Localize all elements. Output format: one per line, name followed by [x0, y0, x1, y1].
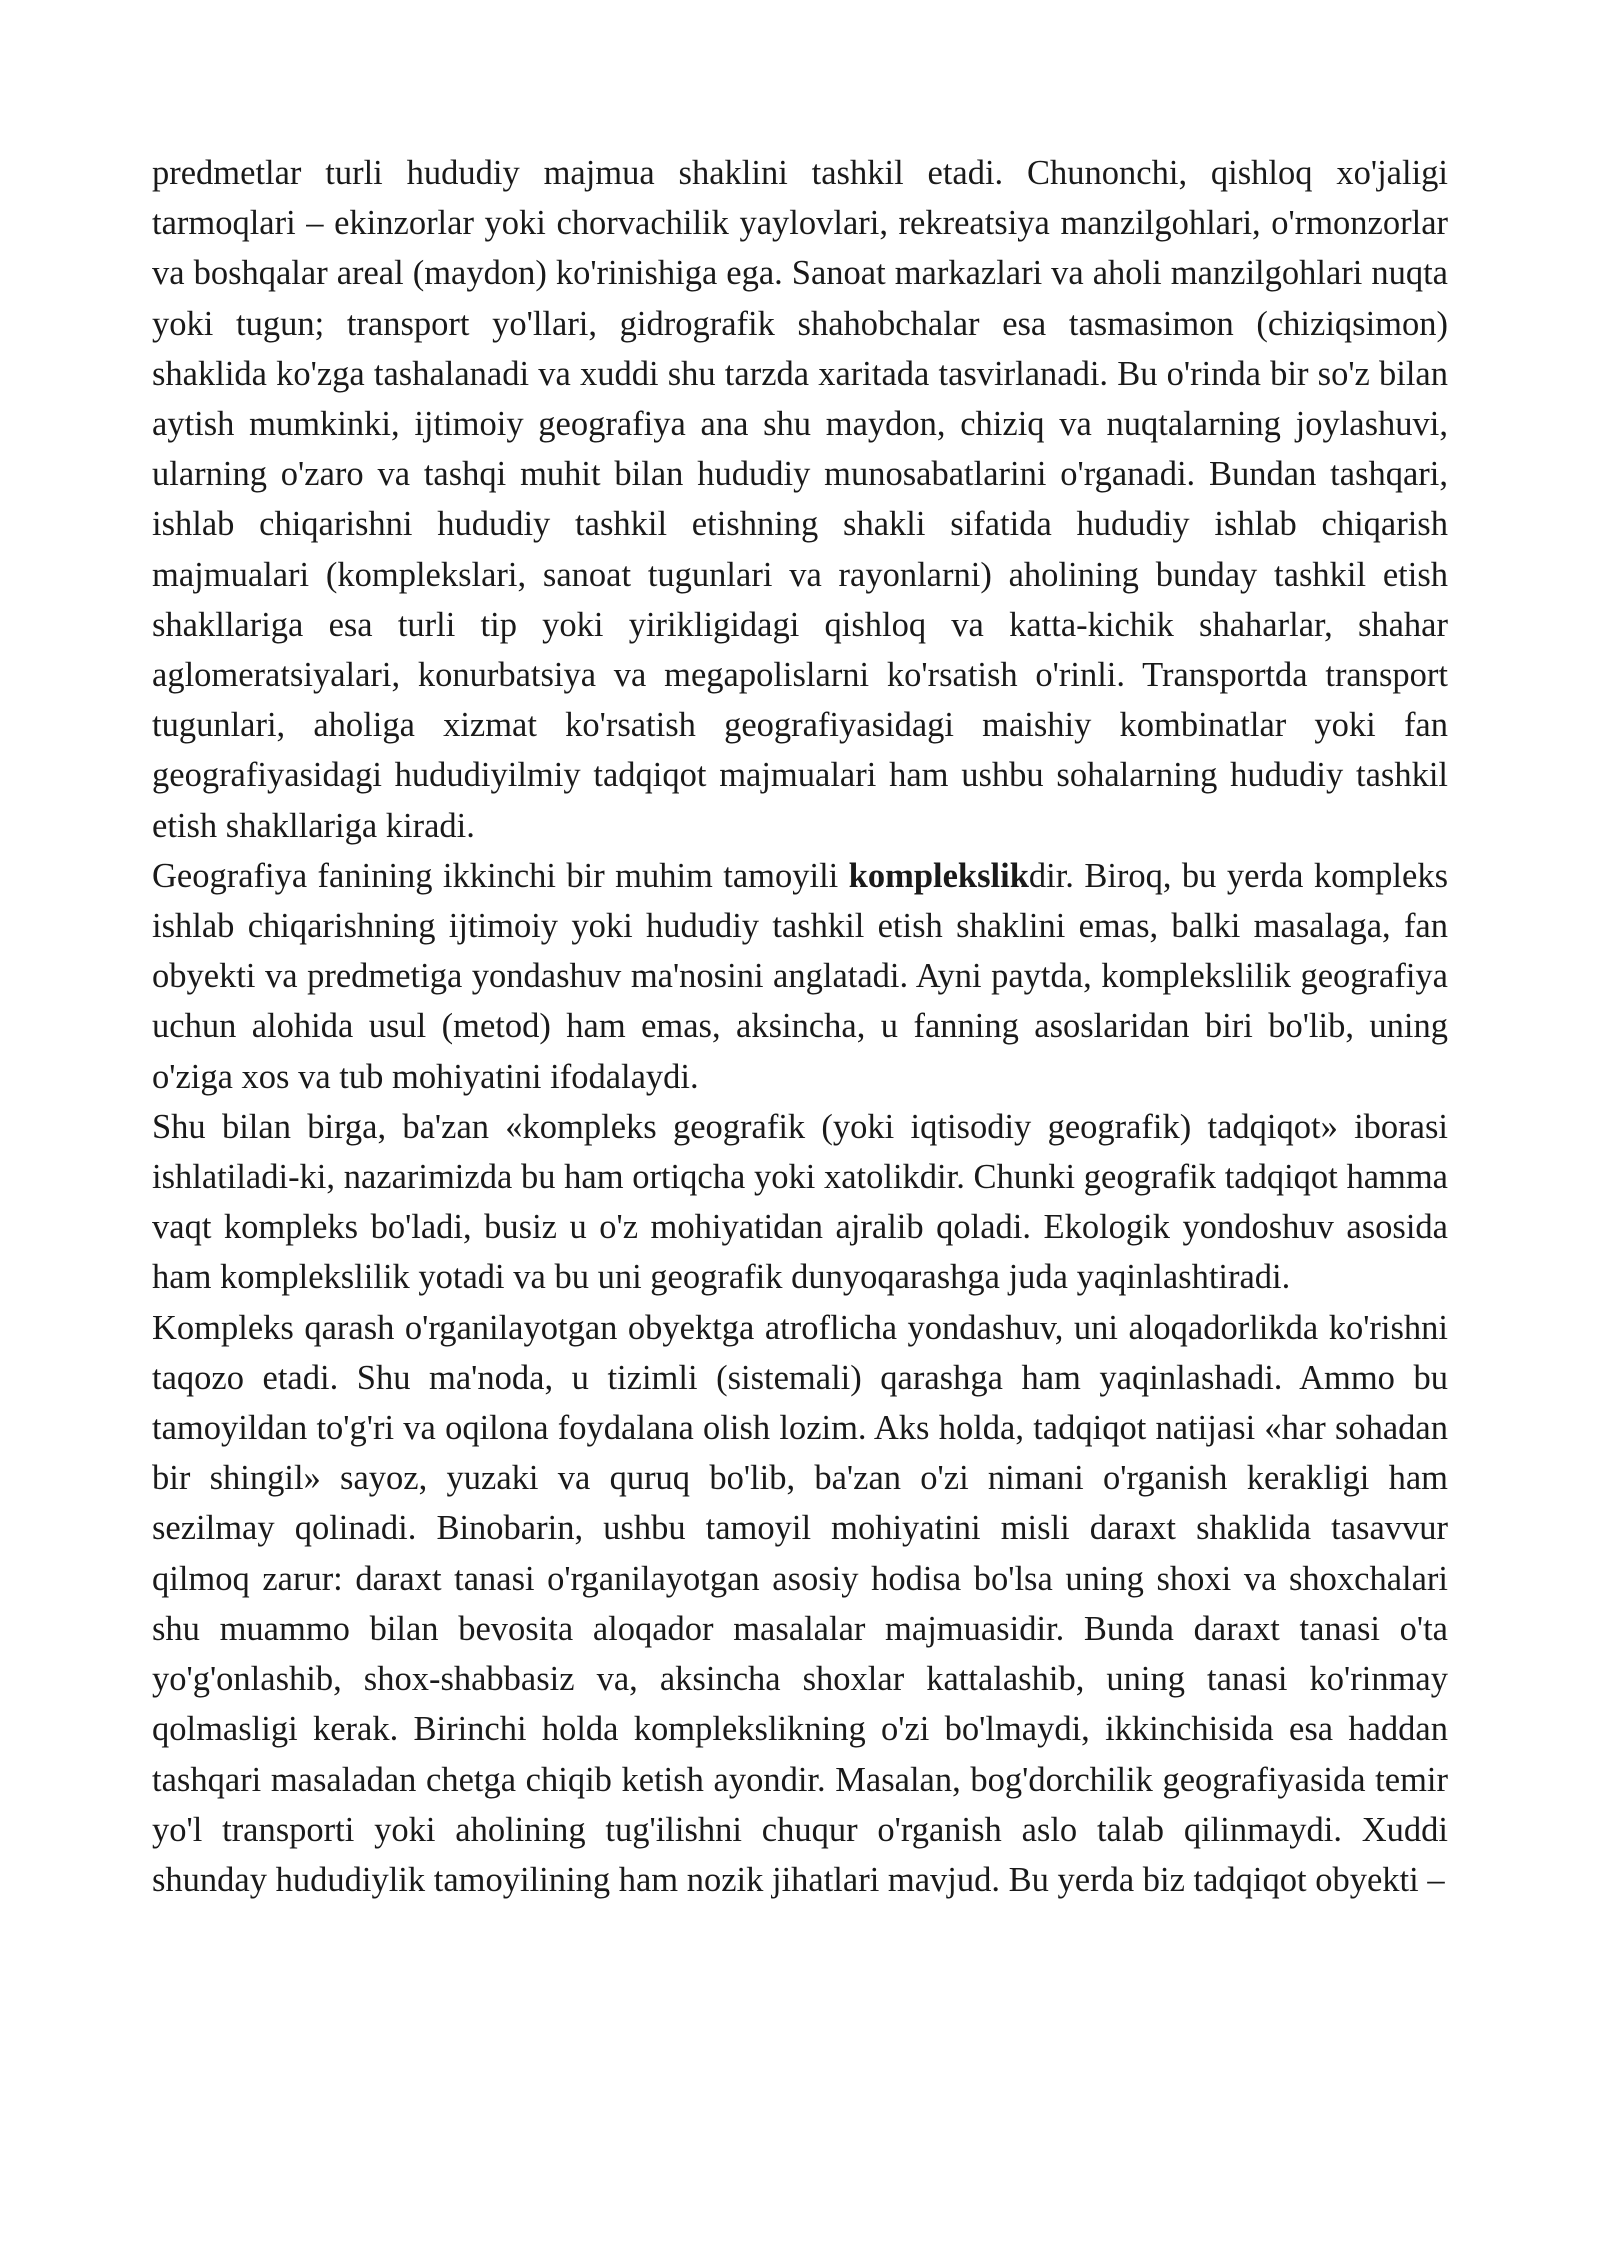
paragraph-4-text: Kompleks qarash o'rganilayotgan obyektga atroflicha yondashuv, uni aloqadorlikda ko'rishni taqozo etadi. Shu ma'noda, u tizimli (sistemali) qarashga ham yaqinlashadi. Ammo bu tamoyildan to'g'ri va oqilona foydalana olish lozim. Aks holda, tadqiqot natijasi «har sohadan bir shingil» sayoz, yuzaki va quruq bo'lib, ba'zan o'zi nimani o'rganish kerakligi ham sezilmay qolinadi. Binobarin, ushbu tamoyil mohiyatini misli daraxt shaklida tasavvur qilmoq zarur: daraxt tanasi o'rganilayotgan asosiy hodisa bo'lsa uning shoxi va shoxchalari shu muammo bilan bevosita aloqador masalalar majmuasidir. Bunda daraxt tanasi o'ta yo'g'onlashib, shox-shabbasiz va, aksincha shoxlar kattalashib, uning tanasi ko'rinmay qolmasligi kerak. Birinchi holda komplekslikning o'zi bo'lmaydi, ikkinchisida esa haddan tashqari masaladan chetga chiqib ketish ayondir. Masalan, bog'dorchilik geografiyasida temir yo'l transporti yoki aholining tug'ilishni chuqur o'rganish aslo talab qilinmaydi. Xuddi shunday hududiylik tamoyilining ham nozik jihatlari mavjud. Bu yerda biz tadqiqot obyekti – — [152, 1308, 1448, 1899]
paragraph-1 — [152, 148, 1448, 851]
paragraph-1-text: predmetlar turli hududiy majmua shaklini tashkil etadi. Chunonchi, qishloq xo'jaligi tarmoqlari – ekinzorlar yoki chorvachilik yaylovlari, rekreatsiya manzilgohlari, o'rmonzorlar va boshqalar areal (maydon) ko'rinishiga ega. Sanoat markazlari va aholi manzilgohlari nuqta yoki tugun; transport yo'llari, gidrografik shahobchalar esa tasmasimon (chiziqsimon) shaklida ko'zga tashalanadi va xuddi shu tarzda xaritada tasvirlanadi. Bu o'rinda bir so'z bilan aytish mumkinki, ijtimoiy geografiya ana shu maydon, chiziq va nuqtalarning joylashuvi, ularning o'zaro va tashqi muhit bilan hududiy munosabatlarini o'rganadi. Bundan tashqari, ishlab chiqarishni hududiy tashkil etishning shakli sifatida hududiy ishlab chiqarish majmualari (komplekslari, sanoat tugunlari va rayonlarni) aholining bunday tashkil etish shakllariga esa turli tip yoki yirikligidagi qishloq va katta-kichik shaharlar, shahar aglomeratsiyalari, konurbatsiya va megapolislarni ko'rsatish o'rinli. Transportda transport tugunlari, aholiga xizmat ko'rsatish geografiyasidagi maishiy kombinatlar yoki fan geografiyasidagi hududiyilmiy tadqiqot majmualari ham ushbu sohalarning hududiy tashkil etish shakllariga kiradi. — [152, 154, 1448, 845]
paragraph-3-text: Shu bilan birga, ba'zan «kompleks geografik (yoki iqtisodiy geografik) tadqiqot» iborasi ishlatiladi-ki, nazarimizda bu ham ortiqcha yoki xatolikdir. Chunki geografik tadqiqot hamma vaqt kompleks bo'ladi, busiz u o'z mohiyatidan ajralib qoladi. Ekologik yondoshuv asosida ham komplekslilik yotadi va bu uni geografik dunyoqarashga juda yaqinlashtiradi. — [152, 1107, 1448, 1297]
paragraph-2-text-before: Geografiya fanining ikkinchi bir muhim tamoyili — [152, 856, 849, 895]
document-page — [152, 148, 1448, 1905]
paragraph-2-text-after: dir. Biroq, bu yerda kompleks ishlab chiqarishning ijtimoiy yoki hududiy tashkil etish shaklini emas, balki masalaga, fan obyekti va predmetiga yondashuv ma'nosini anglatadi. Ayni paytda, komplekslilik geografiya uchun alohida usul (metod) ham emas, aksincha, u fanning asoslaridan biri bo'lib, uning o'ziga xos va tub mohiyatini ifodalaydi. — [152, 856, 1449, 1096]
paragraph-3 — [152, 1102, 1448, 1303]
paragraph-2-bold-term: komplekslik — [848, 856, 1029, 895]
paragraph-2 — [152, 851, 1448, 1102]
paragraph-4 — [152, 1303, 1448, 1905]
